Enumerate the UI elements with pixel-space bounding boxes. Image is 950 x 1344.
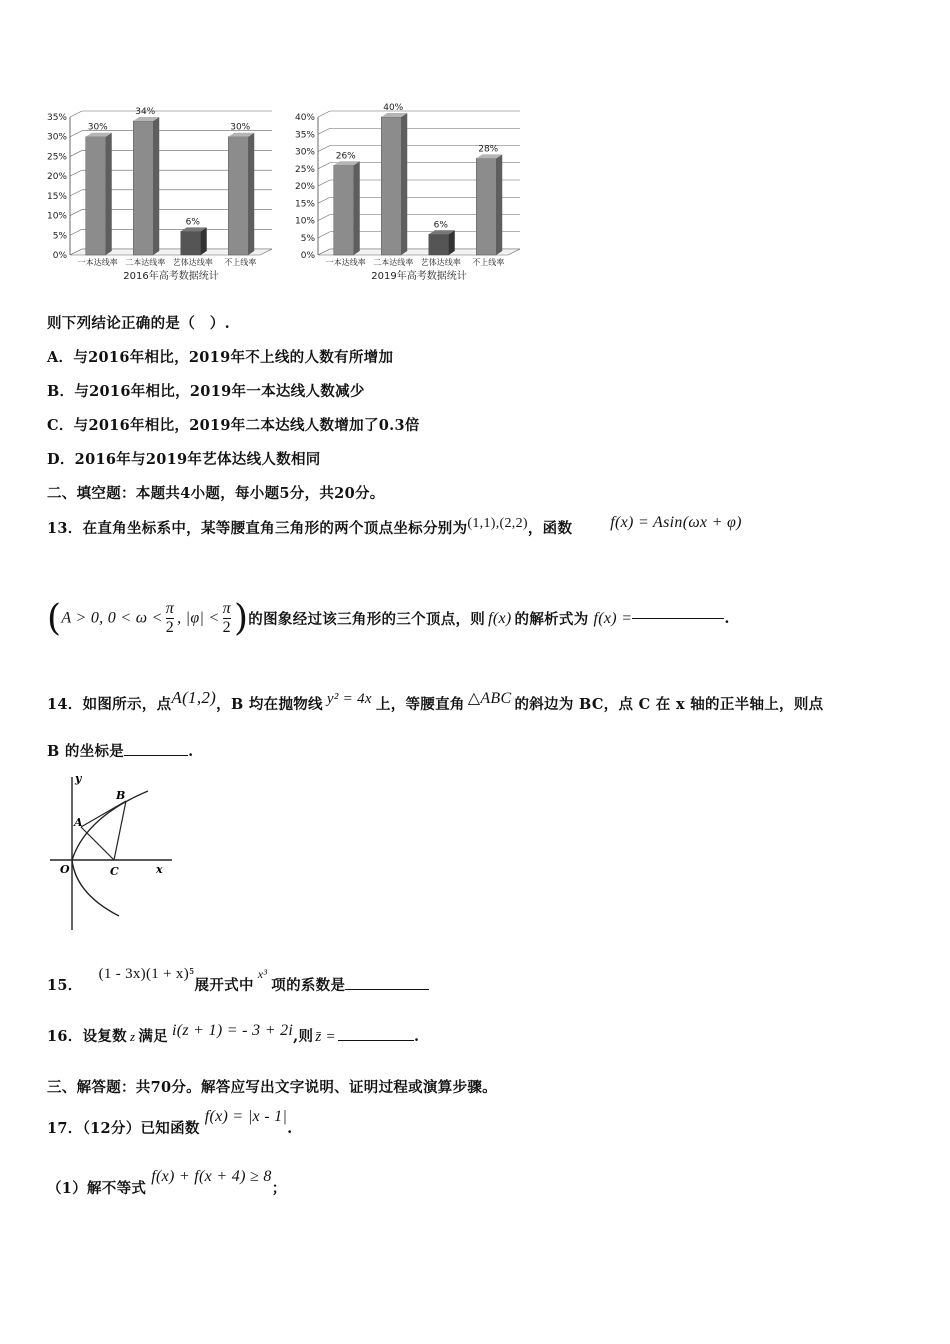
data-label: 6%: [433, 220, 448, 231]
bar-front: [476, 158, 496, 255]
q14-text-3: 上，等腰直角: [375, 695, 465, 713]
gridline-side: [70, 111, 82, 117]
q13-line1: [47, 514, 742, 538]
q13-frac-2: [223, 600, 231, 637]
gridline-side: [70, 210, 82, 216]
q14-text-5: B 的坐标是: [47, 743, 125, 760]
y-tick-label: 30%: [46, 132, 67, 143]
q13-text-2: ，函数: [527, 519, 573, 537]
bar-side: [354, 161, 360, 255]
q12-stem: 则下列结论正确的是（ ）.: [47, 315, 230, 332]
q16-answer-blank[interactable]: [338, 1040, 414, 1041]
category-label: 艺体达线率: [172, 258, 213, 267]
label-a: A: [74, 816, 83, 829]
q14-line1: [47, 688, 823, 714]
y-tick-label: 35%: [294, 130, 315, 141]
bar-front: [181, 231, 201, 255]
bar-side: [106, 133, 112, 255]
q13-text-4: 的解析式为: [514, 611, 589, 628]
y-tick-label: 35%: [46, 113, 67, 123]
q13-points: (1,1),(2,2): [467, 516, 528, 531]
bar-1-3: [476, 154, 502, 255]
q16-line: 16．设复数 z 满足 $^{i(z + 1) = - 3 + 2i}$,则 z̄ = .: [47, 1022, 420, 1045]
q13-frac-2-den: 2: [222, 619, 231, 636]
category-label: 二本达线率: [125, 258, 166, 267]
segment-ac: [81, 827, 114, 860]
q13-frac-1-den: 2: [165, 619, 175, 636]
q12-option-a: A．与2016年相比，2019年不上线的人数有所增加: [47, 349, 394, 366]
label-x: x: [156, 863, 163, 876]
y-tick-label: 10%: [46, 211, 67, 222]
section-2-heading: 二、填空题：本题共4小题，每小题5分，共20分。: [47, 485, 385, 502]
q15-number: 15．: [47, 976, 83, 994]
q14-parabola: y² = 4x: [326, 691, 372, 707]
category-label: 艺体达线率: [420, 258, 461, 267]
q14-parabola-figure: [46, 772, 181, 932]
y-tick-label: 40%: [294, 113, 315, 123]
q13-line2: (A > 0, 0 < ω < $\frac{\pi}{2}$ , |φ| < $\frac{\pi}{2}$ )的图象经过该三角形的三个顶点，则 f(x) 的解析式为 f(x) = .: [47, 598, 730, 639]
q14-text-2: ，B 均在抛物线: [216, 695, 323, 713]
q17-sub1-end: ；: [271, 1179, 287, 1197]
q15-term: x³: [257, 967, 268, 981]
category-label: 一本达线率: [325, 258, 366, 267]
gridline-side: [318, 180, 330, 186]
gridline-side: [318, 111, 330, 117]
q17-sub1-expression: f(x) + f(x + 4) ≥ 8: [151, 1168, 272, 1185]
q15-answer-blank[interactable]: [345, 989, 429, 990]
bar-side: [449, 230, 455, 255]
q14-point-a: A(1,2): [171, 688, 217, 707]
chart-title: 2019年高考数据统计: [371, 271, 467, 282]
y-tick-label: 25%: [46, 152, 67, 163]
y-tick-label: 20%: [46, 172, 67, 183]
bar-chart-2019: [288, 95, 528, 295]
segment-bc: [114, 801, 126, 860]
label-y: y: [75, 772, 82, 785]
y-tick-label: 10%: [294, 216, 315, 227]
y-tick-label: 0%: [300, 251, 315, 261]
q13-fx-eq: f(x) =: [593, 609, 633, 627]
data-label: 26%: [335, 151, 356, 162]
bar-side: [496, 154, 502, 255]
q13-function: f(x) = Asin(ωx + φ): [610, 514, 742, 531]
q15-line: [47, 966, 429, 995]
gridline-side: [318, 232, 330, 238]
bar-front: [228, 137, 248, 255]
q17-function: f(x) = |x - 1|: [204, 1108, 288, 1125]
bar-1-0: [334, 161, 360, 255]
segment-ab: [81, 801, 126, 827]
data-label: 34%: [135, 106, 156, 117]
bar-front: [86, 137, 106, 255]
y-tick-label: 5%: [300, 233, 315, 244]
data-label: 30%: [87, 122, 108, 133]
bar-0-2: [181, 227, 207, 255]
data-label: 28%: [478, 144, 499, 155]
bar-side: [201, 227, 207, 255]
q14-text-1: 14．如图所示，点: [47, 695, 172, 713]
category-label: 一本达线率: [77, 258, 118, 267]
q13-frac-1: [166, 600, 174, 637]
q16-text-2: 满足: [138, 1027, 168, 1045]
q16-text-3: ,则: [293, 1027, 314, 1045]
bar-1-2: [429, 230, 455, 255]
bar-front: [429, 234, 449, 255]
y-tick-label: 0%: [52, 251, 67, 261]
gridline-side: [318, 197, 330, 203]
q14-answer-blank[interactable]: [124, 755, 188, 756]
chart-title: 2016年高考数据统计: [123, 271, 219, 282]
gridline-side: [70, 170, 82, 176]
q13-cond-a: A > 0, 0 < ω <: [61, 609, 163, 627]
q14-line2: B 的坐标是 .: [47, 743, 194, 760]
q15-text-2: 项的系数是: [271, 976, 346, 994]
q12-option-d: D．2016年与2019年艺体达线人数相同: [47, 451, 321, 468]
q12-option-c: C．与2016年相比，2019年二本达线人数增加了0.3倍: [47, 417, 420, 434]
gridline-side: [70, 131, 82, 137]
y-tick-label: 15%: [294, 199, 315, 210]
q16-z: z: [129, 1028, 136, 1044]
gridline-side: [318, 128, 330, 134]
y-tick-label: 30%: [294, 147, 315, 158]
y-tick-label: 5%: [52, 231, 67, 242]
label-c: C: [110, 865, 119, 878]
q15-expression: (1 - 3x)(1 + x)⁵: [98, 966, 195, 982]
bar-chart-2016: [40, 95, 280, 295]
q14-text-4: 的斜边为 BC，点 C 在 x 轴的正半轴上，则点: [514, 695, 824, 713]
gridline-side: [70, 229, 82, 235]
y-tick-label: 25%: [294, 164, 315, 175]
gridline-side: [70, 150, 82, 156]
q17-sub1-label: （1）解不等式: [47, 1179, 147, 1197]
bar-front: [381, 117, 401, 255]
y-tick-label: 20%: [294, 182, 315, 192]
gridline-side: [70, 190, 82, 196]
label-b: B: [116, 789, 126, 802]
gridline-side: [318, 146, 330, 152]
category-label: 不上线率: [472, 258, 505, 267]
bar-0-1: [133, 117, 159, 255]
bar-0-0: [86, 133, 112, 255]
category-label: 不上线率: [224, 258, 257, 267]
section-3-heading: 三、解答题：共70分。解答应写出文字说明、证明过程或演算步骤。: [47, 1079, 497, 1096]
gridline-side: [318, 215, 330, 221]
data-label: 6%: [185, 217, 200, 228]
bar-front: [133, 121, 153, 255]
label-o: O: [60, 863, 70, 876]
q13-cond-b: , |φ| <: [177, 609, 220, 627]
q16-equation: i(z + 1) = - 3 + 2i: [171, 1022, 294, 1039]
q14-triangle: △ABC: [467, 690, 512, 707]
bar-side: [248, 133, 254, 255]
q17-text-1: 17．（12分）已知函数: [47, 1119, 200, 1137]
bar-0-3: [228, 133, 254, 255]
gridline-side: [318, 163, 330, 169]
q17-line: 17．（12分）已知函数$^{f(x) = |x - 1|}$.: [47, 1108, 293, 1137]
y-tick-label: 15%: [46, 191, 67, 202]
data-label: 40%: [383, 103, 404, 113]
data-label: 30%: [230, 122, 251, 133]
q17-sub1: [47, 1168, 287, 1198]
bar-side: [401, 113, 407, 255]
q12-option-b: B．与2016年相比，2019年一本达线人数减少: [47, 383, 365, 400]
q13-text-3: 的图象经过该三角形的三个顶点，则: [248, 611, 486, 628]
q13-frac-2-num: π: [222, 600, 231, 617]
q16-text-1: 16．设复数: [47, 1027, 127, 1045]
q16-zbar: z̄ =: [315, 1028, 336, 1045]
bar-side: [153, 117, 159, 255]
q13-fx: f(x): [488, 609, 512, 627]
q13-text-1: 13．在直角坐标系中，某等腰直角三角形的两个顶点坐标分别为: [47, 519, 468, 537]
q13-frac-1-num: π: [165, 600, 175, 617]
category-label: 二本达线率: [373, 258, 414, 267]
q15-text-1: 展开式中: [194, 976, 254, 994]
q13-answer-blank[interactable]: [632, 618, 724, 619]
bar-1-1: [381, 113, 407, 255]
bar-front: [334, 165, 354, 255]
